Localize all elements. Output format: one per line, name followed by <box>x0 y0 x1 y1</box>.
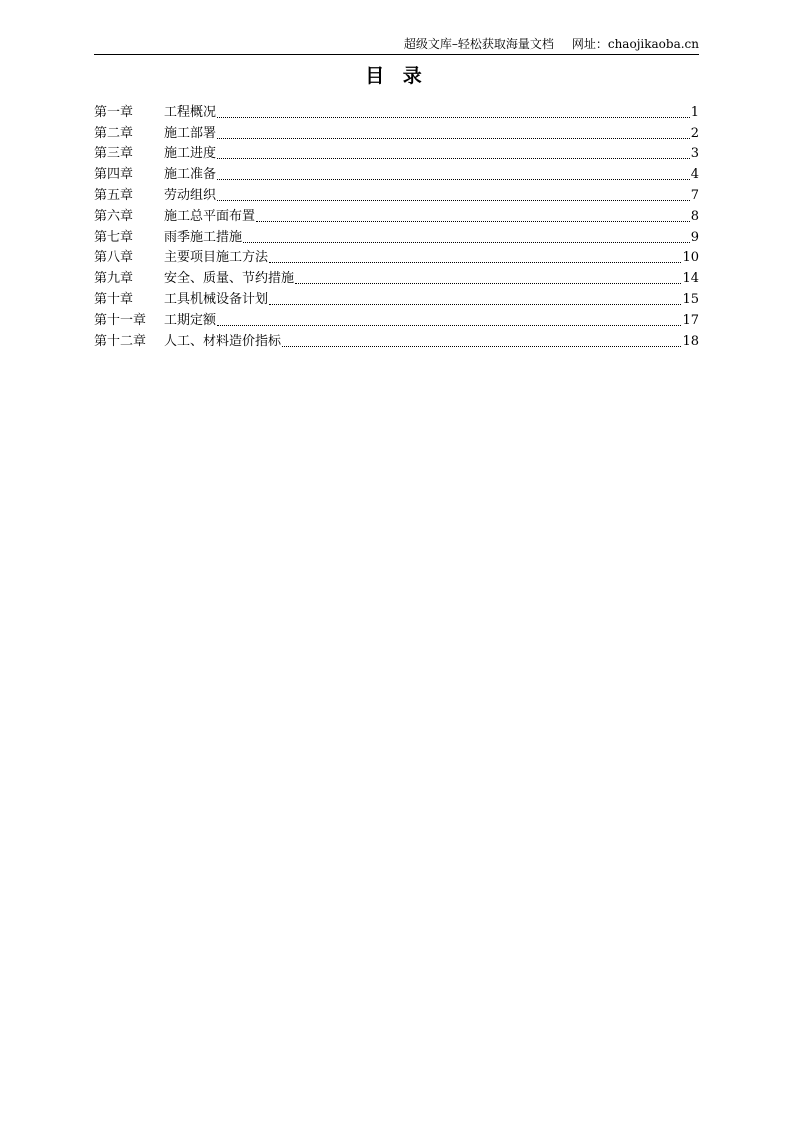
table-of-contents <box>94 100 699 350</box>
toc-dot-leader <box>256 209 690 225</box>
toc-entry-2[interactable] <box>94 121 699 142</box>
toc-page-number: 8 <box>690 208 699 224</box>
toc-chapter-title[interactable]: 雨季施工措施 <box>164 229 243 245</box>
toc-dot-leader <box>282 334 681 350</box>
toc-chapter-title[interactable]: 施工进度 <box>164 146 217 162</box>
toc-chapter-number: 第十一章 <box>94 312 147 328</box>
toc-dot-leader <box>217 188 690 204</box>
toc-chapter-title[interactable]: 施工总平面布置 <box>164 208 256 224</box>
toc-entry-5[interactable] <box>94 183 699 204</box>
toc-dot-leader <box>269 292 681 308</box>
toc-entry-11[interactable] <box>94 308 699 329</box>
toc-chapter-number: 第七章 <box>94 229 134 245</box>
toc-dot-leader <box>243 230 690 246</box>
toc-chapter-number: 第三章 <box>94 146 134 162</box>
toc-chapter-title[interactable]: 人工、材料造价指标 <box>164 333 282 349</box>
toc-page-number: 9 <box>690 229 699 245</box>
toc-chapter-title[interactable]: 施工部署 <box>164 125 217 141</box>
header-url: 网址：chaojikaoba.cn <box>571 37 699 51</box>
toc-entry-1[interactable] <box>94 100 699 121</box>
toc-chapter-title[interactable]: 工具机械设备计划 <box>164 291 269 307</box>
toc-chapter-title[interactable]: 主要项目施工方法 <box>164 250 269 266</box>
toc-page-number: 1 <box>690 104 699 120</box>
toc-chapter-number: 第八章 <box>94 250 134 266</box>
toc-page-number: 18 <box>682 333 699 349</box>
page-header <box>94 36 699 55</box>
toc-chapter-number: 第二章 <box>94 125 134 141</box>
toc-entry-9[interactable] <box>94 266 699 287</box>
toc-chapter-number: 第五章 <box>94 187 134 203</box>
toc-dot-leader <box>269 250 681 266</box>
header-text <box>404 37 699 51</box>
toc-entry-3[interactable] <box>94 142 699 163</box>
toc-page-number: 7 <box>690 187 699 203</box>
header-site-name: 超级文库–轻松获取海量文档 <box>403 37 554 51</box>
toc-page-number: 17 <box>682 312 699 328</box>
toc-page-number: 2 <box>690 125 699 141</box>
toc-chapter-number: 第一章 <box>94 104 134 120</box>
toc-entry-8[interactable] <box>94 246 699 267</box>
toc-chapter-title[interactable]: 施工准备 <box>164 167 217 183</box>
toc-chapter-number: 第四章 <box>94 167 134 183</box>
toc-dot-leader <box>295 271 681 287</box>
toc-entry-10[interactable] <box>94 287 699 308</box>
toc-entry-12[interactable] <box>94 329 699 350</box>
toc-page-number: 4 <box>690 167 699 183</box>
toc-chapter-title[interactable]: 工程概况 <box>164 104 217 120</box>
toc-chapter-title[interactable]: 劳动组织 <box>164 187 217 203</box>
toc-dot-leader <box>217 105 690 121</box>
toc-chapter-title[interactable]: 安全、质量、节约措施 <box>164 271 295 287</box>
page-title: 目 录 <box>365 65 428 87</box>
toc-chapter-number: 第九章 <box>94 271 134 287</box>
toc-chapter-number: 第六章 <box>94 208 134 224</box>
toc-page-number: 10 <box>682 250 699 266</box>
toc-page-number: 3 <box>690 146 699 162</box>
toc-entry-4[interactable] <box>94 162 699 183</box>
toc-page-number: 14 <box>682 271 699 287</box>
toc-entry-6[interactable] <box>94 204 699 225</box>
toc-chapter-number: 第十二章 <box>94 333 147 349</box>
toc-chapter-number: 第十章 <box>94 291 134 307</box>
toc-page-number: 15 <box>682 291 699 307</box>
toc-dot-leader <box>217 146 690 162</box>
toc-chapter-title[interactable]: 工期定额 <box>164 312 217 328</box>
toc-dot-leader <box>217 126 690 142</box>
toc-dot-leader <box>217 167 690 183</box>
toc-dot-leader <box>217 313 681 329</box>
toc-entry-7[interactable] <box>94 225 699 246</box>
